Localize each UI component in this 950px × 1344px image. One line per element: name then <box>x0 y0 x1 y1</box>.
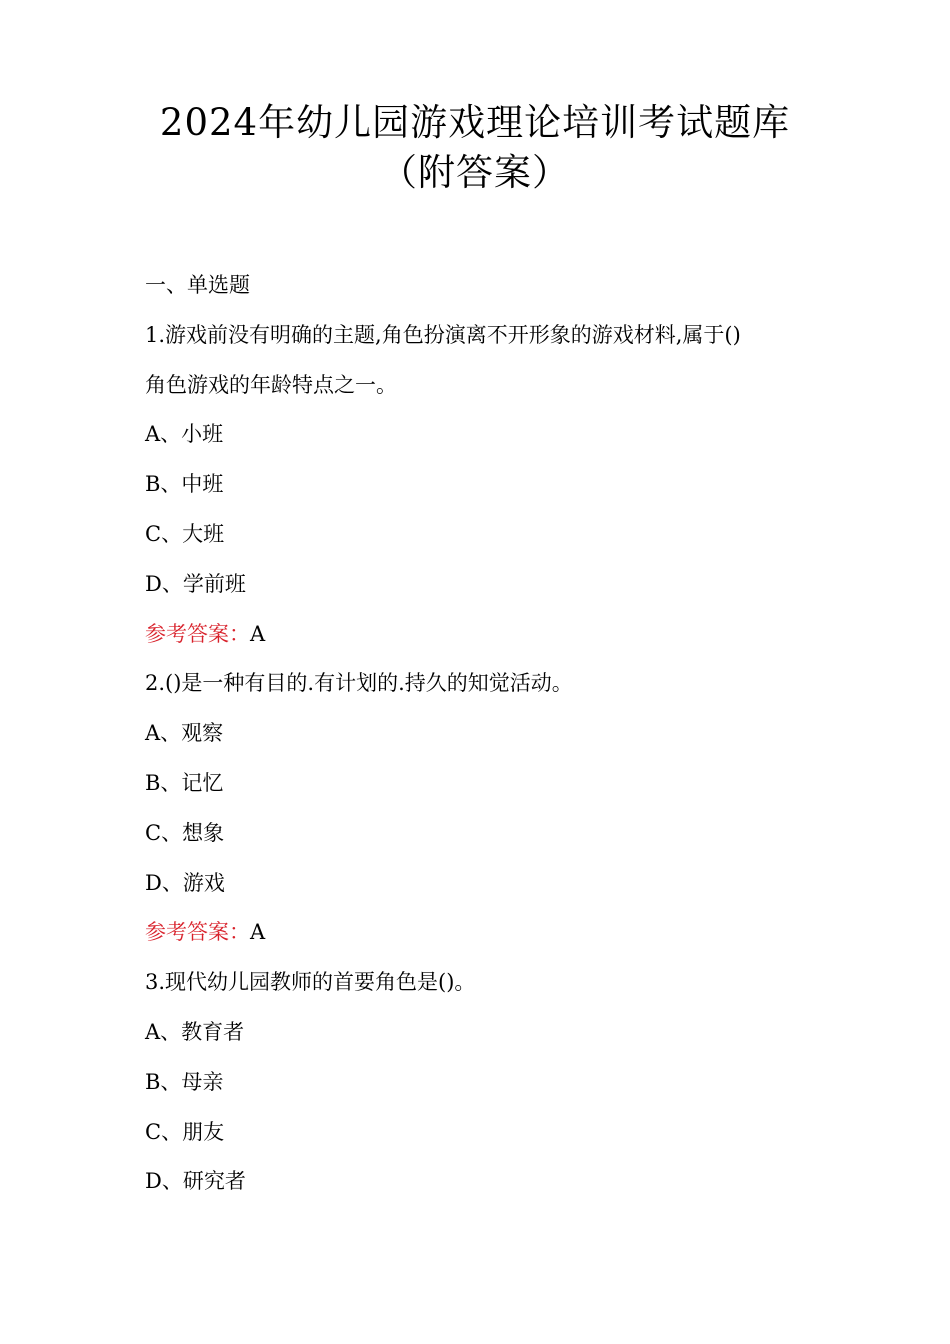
question-1-option-a: A、小班 <box>145 422 224 447</box>
question-3-stem-line1: 3.现代幼儿园教师的首要角色是()。 <box>145 970 476 995</box>
question-2-option-b: B、记忆 <box>145 770 224 795</box>
question-1-option-c: C、大班 <box>145 521 225 546</box>
document-title-line1: 2024年幼儿园游戏理论培训考试题库 <box>159 101 791 144</box>
section-heading: 一、单选题 <box>145 273 250 297</box>
answer-label: 参考答案： <box>145 621 250 646</box>
question-list <box>145 265 825 1211</box>
answer-label: 参考答案： <box>145 920 250 945</box>
question-1-answer <box>145 614 825 664</box>
question-3-option-b: B、母亲 <box>145 1069 224 1094</box>
answer-value: A <box>250 920 266 945</box>
question-3-option-c: C、朋友 <box>145 1119 225 1144</box>
question-1-option-d: D、学前班 <box>145 571 246 596</box>
question-3-option-d: D、研究者 <box>145 1169 246 1194</box>
question-2-stem-line1: 2.()是一种有目的.有计划的.持久的知觉活动。 <box>145 671 573 696</box>
question-2-answer <box>145 912 825 962</box>
question-2-option-c: C、想象 <box>145 820 225 845</box>
question-2-option-d: D、游戏 <box>145 870 225 895</box>
document-title-line2: （附答案） <box>380 151 570 194</box>
question-1-stem-line2: 角色游戏的年龄特点之一。 <box>145 372 397 397</box>
question-1-option-b: B、中班 <box>145 472 224 497</box>
question-2-option-a: A、观察 <box>145 721 224 746</box>
question-3-option-a: A、教育者 <box>145 1019 245 1044</box>
answer-value: A <box>250 621 266 646</box>
question-1-stem-line1: 1.游戏前没有明确的主题,角色扮演离不开形象的游戏材料,属于() <box>145 322 741 347</box>
